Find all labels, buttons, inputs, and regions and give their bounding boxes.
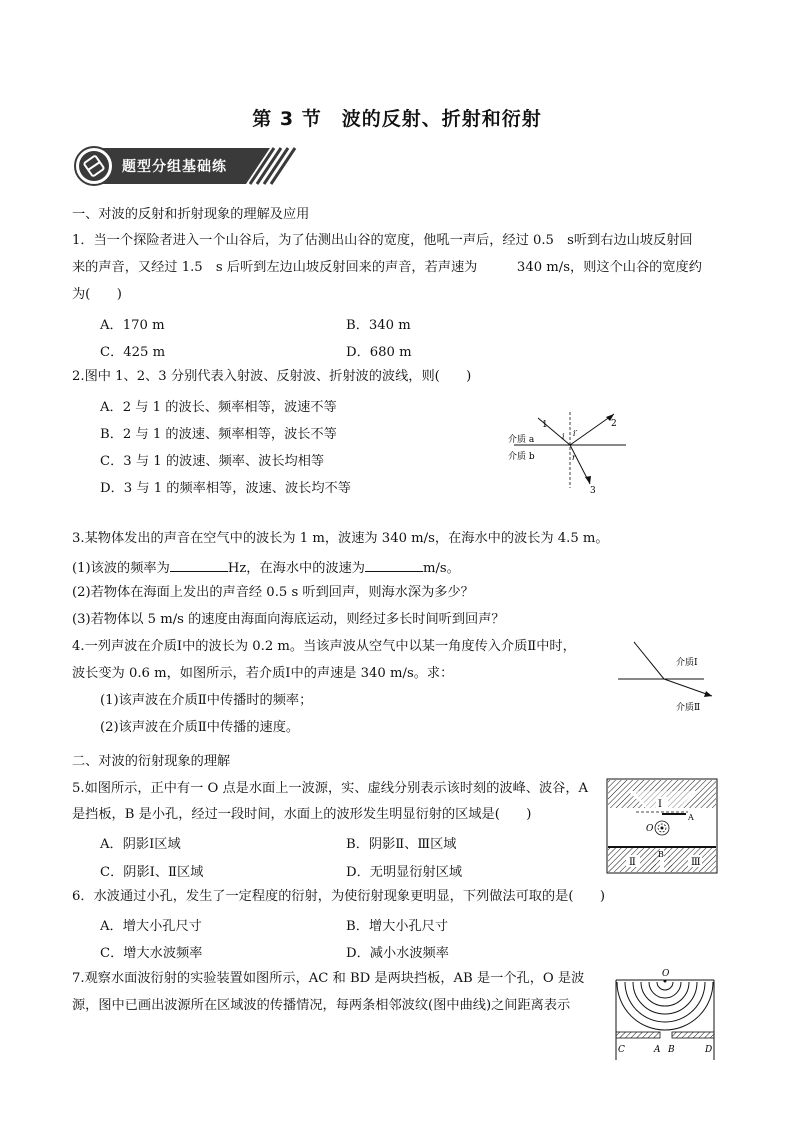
section-banner <box>74 146 299 190</box>
q1-option-c: C．425 m <box>100 345 166 360</box>
q2-medium-b-label: 介质 b <box>508 452 535 462</box>
q5-line1: 5.如图所示，正中有一 O 点是水面上一波源，实、虚线分别表示该时刻的波峰、波谷，A <box>72 781 589 796</box>
q3-blank-frequency <box>170 557 228 572</box>
q2-angle-i2-label: i′ <box>573 429 578 438</box>
q2-option-d: D．3 与 1 的频率相等，波速、波长均不等 <box>100 481 351 496</box>
q6-option-d: D．减小水波频率 <box>346 946 449 961</box>
q5-option-d: D．无明显衍射区域 <box>346 865 463 880</box>
banner-label: 题型分组基础练 <box>122 159 227 175</box>
q1-line2: 来的声音，又经过 1.5 s 后听到左边山坡反射回来的声音，若声速为 340 m/s，则这个山谷的宽度约 <box>72 260 702 275</box>
q5-region2-label: Ⅱ <box>629 857 636 868</box>
q4-refraction-figure <box>614 636 720 716</box>
q7-line1: 7.观察水面波衍射的实验装置如图所示，AC 和 BD 是两块挡板，AB 是一个孔，O 是波 <box>72 971 585 986</box>
q2-ray2-label: 2 <box>611 419 617 429</box>
q2-option-b: B．2 与 1 的波速、频率相等，波长不等 <box>100 427 337 442</box>
q3-part2: (2)若物体在海面上发出的声音经 0.5 s 听到回声，则海水深为多少？ <box>72 585 474 600</box>
q5-line2: 是挡板，B 是小孔，经过一段时间，水面上的波形发生明显衍射的区域是( ) <box>72 807 532 822</box>
q7-label-d: D <box>705 1045 713 1055</box>
q6-option-b: B．增大小孔尺寸 <box>346 919 449 934</box>
q5-option-a: A．阴影Ⅰ区域 <box>100 837 181 852</box>
q3-part1-text-c: m/s。 <box>422 561 460 576</box>
q2-ray1-label: 1 <box>542 420 548 430</box>
q6-option-a: A．增大小孔尺寸 <box>100 919 202 934</box>
q7-label-b: B <box>668 1045 675 1055</box>
q6-option-c: C．增大水波频率 <box>100 946 203 961</box>
q3-blank-speed <box>365 557 423 572</box>
q3-part3: (3)若物体以 5 m/s 的速度由海面向海底运动，则经过多长时间听到回声？ <box>72 612 505 627</box>
q2-stem: 2.图中 1、2、3 分别代表入射波、反射波、折射波的波线，则( ) <box>72 369 472 384</box>
q4-medium2-label: 介质Ⅱ <box>676 703 701 713</box>
q1-line3: 为( ) <box>72 287 122 302</box>
q2-option-a: A．2 与 1 的波长、频率相等，波速不等 <box>100 400 337 415</box>
q4-line1: 4.一列声波在介质Ⅰ中的波长为 0.2 m。当该声波从空气中以某一角度传入介质Ⅱ中时， <box>72 639 576 654</box>
q2-angle-i-label: i <box>562 432 565 441</box>
q3-part1-text-b: Hz，在海水中的波速为 <box>227 561 365 576</box>
section1-heading: 一、对波的反射和折射现象的理解及应用 <box>72 207 310 222</box>
q3-stem: 3.某物体发出的声音在空气中的波长为 1 m，波速为 340 m/s，在海水中的波长为 4.5 m。 <box>72 531 609 546</box>
q2-ray3-label: 3 <box>590 486 596 494</box>
q2-option-c: C．3 与 1 的波速、频率、波长均相等 <box>100 454 325 469</box>
q5-region1-label: Ⅰ <box>658 799 662 810</box>
q1-option-b: B．340 m <box>346 318 411 333</box>
q4-part1: (1)该声波在介质Ⅱ中传播时的频率； <box>100 693 313 708</box>
q2-reflection-figure <box>506 408 632 494</box>
section2-heading: 二、对波的衍射现象的理解 <box>72 754 231 769</box>
q7-label-c: C <box>618 1045 625 1055</box>
q7-slit-figure <box>612 966 718 1062</box>
q5-label-o: O <box>646 824 654 834</box>
q5-region3-label: Ⅲ <box>691 857 701 868</box>
q1-line1: 1．当一个探险者进入一个山谷后，为了估测出山谷的宽度，他吼一声后，经过 0.5 s听到右边山坡反射回 <box>72 233 693 248</box>
q1-option-d: D．680 m <box>346 345 412 360</box>
q5-label-b: B <box>658 850 664 859</box>
q1-option-a: A．170 m <box>100 318 165 333</box>
q5-label-a: A <box>688 813 694 822</box>
q2-angle-r-label: r <box>572 453 576 462</box>
page-title: 第 3 节 波的反射、折射和衍射 <box>252 108 542 130</box>
q3-part1-text-a: (1)该波的频率为 <box>72 561 170 576</box>
q3-part1 <box>72 557 460 578</box>
q2-medium-a-label: 介质 a <box>508 435 535 445</box>
q7-line2: 源，图中已画出波源所在区域波的传播情况，每两条相邻波纹(图中曲线)之间距离表示 <box>72 998 571 1013</box>
q5-option-c: C．阴影Ⅰ、Ⅱ区域 <box>100 865 204 880</box>
q4-part2: (2)该声波在介质Ⅱ中传播的速度。 <box>100 720 300 735</box>
q4-line2: 波长变为 0.6 m，如图所示，若介质Ⅰ中的声速是 340 m/s。求： <box>72 666 454 681</box>
q5-diffraction-figure <box>606 778 718 874</box>
q6-stem: 6．水波通过小孔，发生了一定程度的衍射，为使衍射现象更明显，下列做法可取的是( ) <box>72 889 605 904</box>
q5-option-b: B．阴影Ⅱ、Ⅲ区域 <box>346 837 457 852</box>
q7-label-a: A <box>654 1045 661 1055</box>
q7-label-o: O <box>662 969 670 979</box>
q4-medium1-label: 介质Ⅰ <box>676 658 698 668</box>
